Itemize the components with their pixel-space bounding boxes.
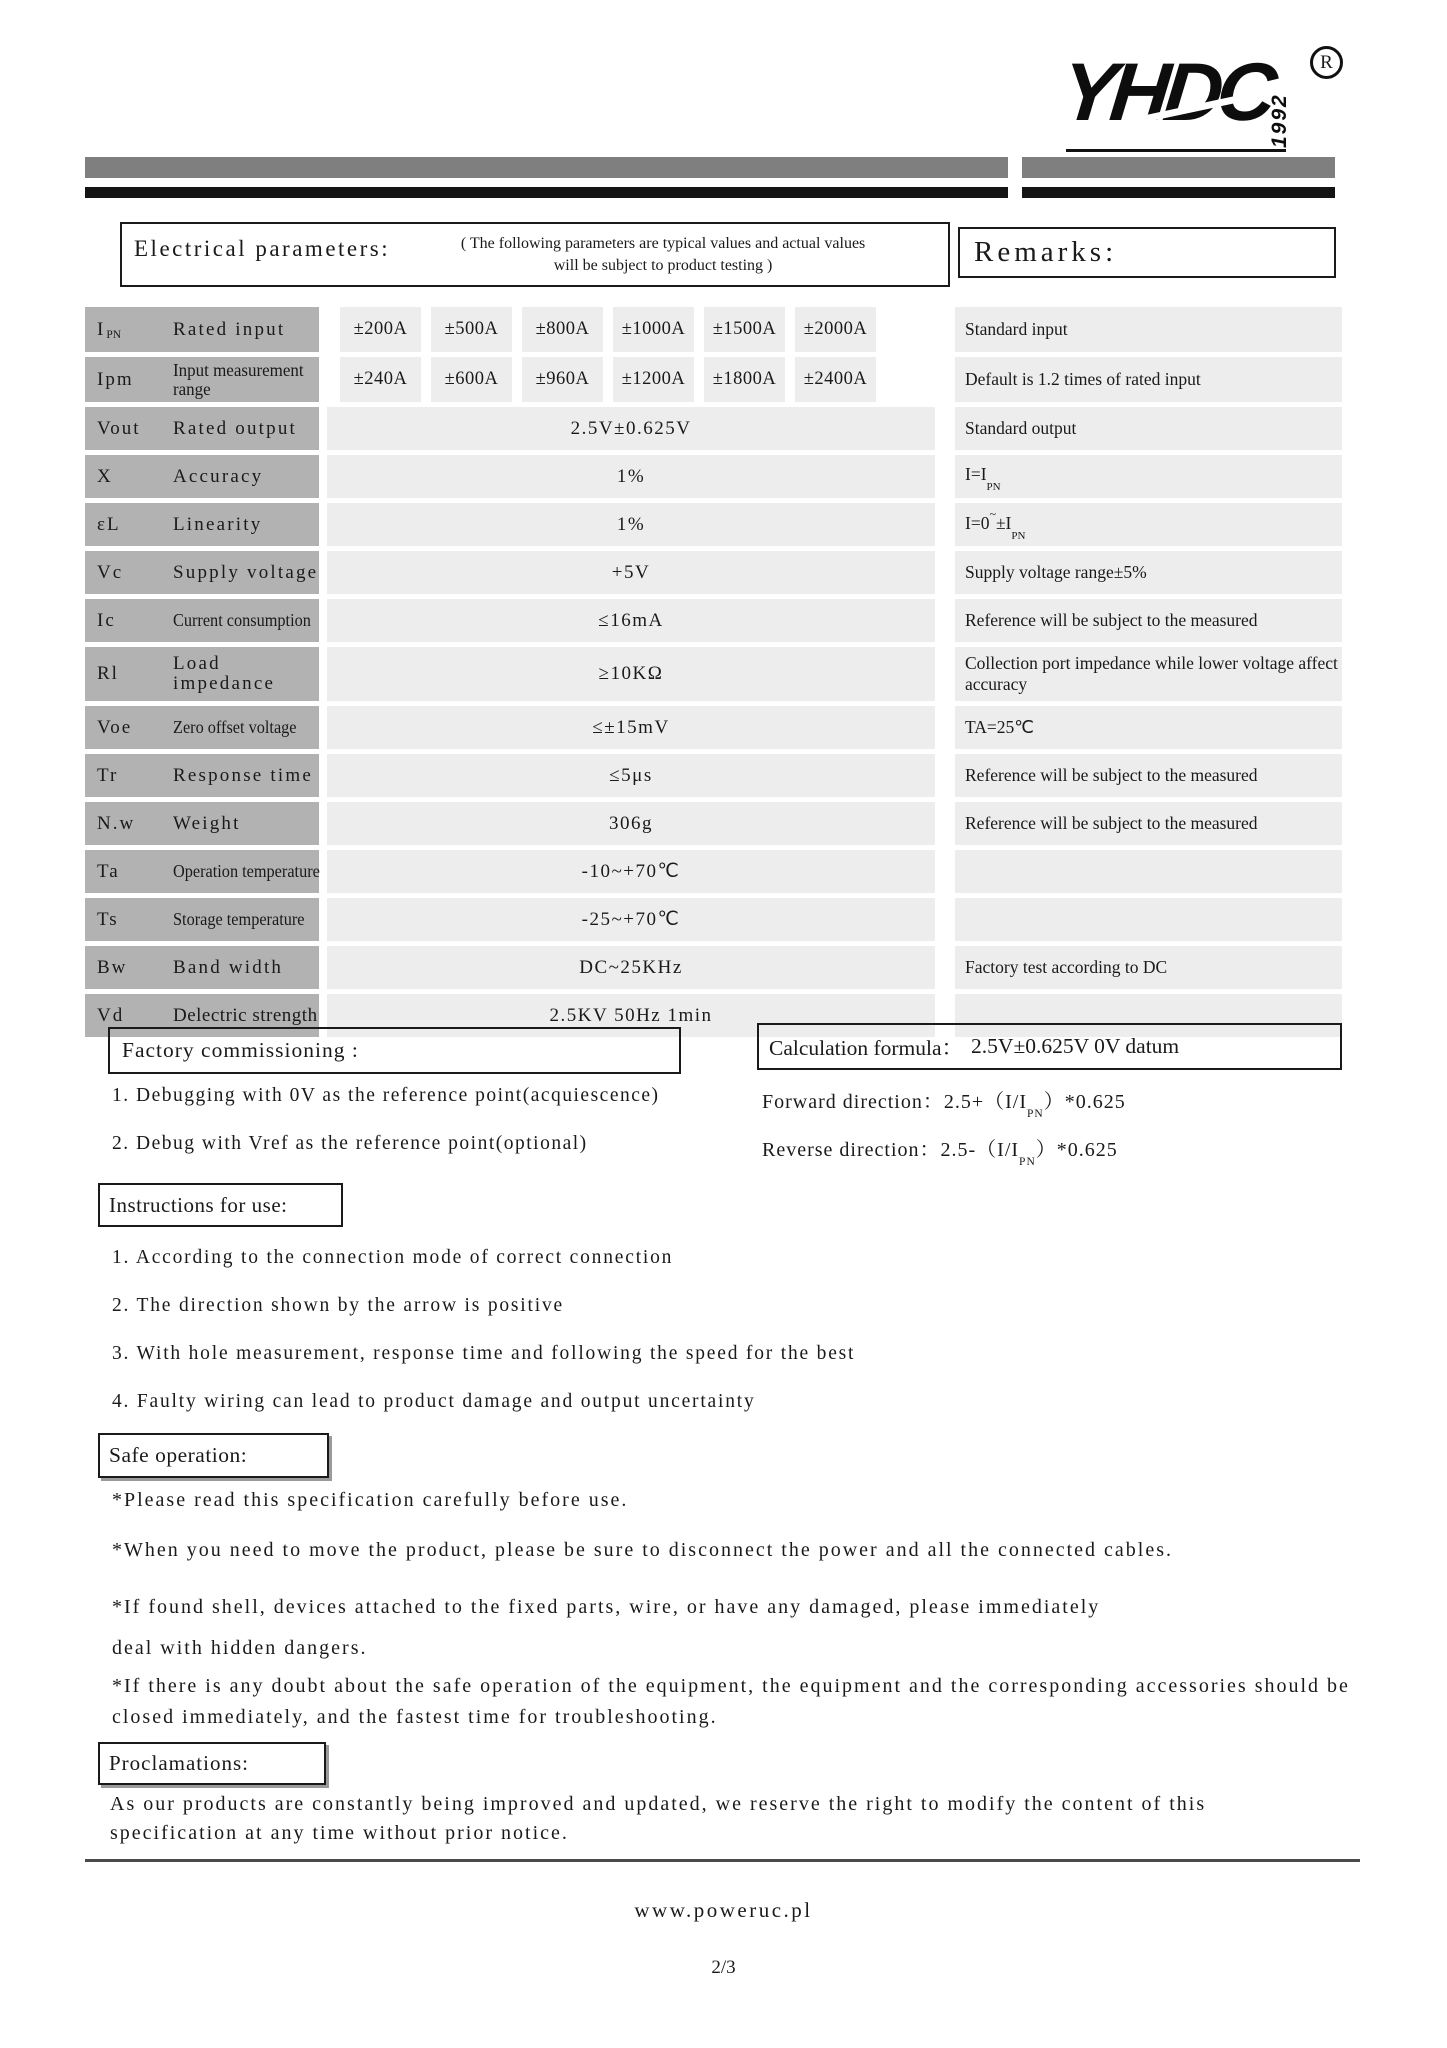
param-label: Weight [166,802,319,845]
param-remark [955,850,1342,893]
param-remark: Factory test according to DC [955,946,1342,989]
factory-commissioning-header: Factory commissioning : [108,1027,681,1074]
param-symbol: Vd [85,994,175,1037]
value-cell: ±2400A [795,357,876,402]
param-symbol: Tr [85,754,175,797]
table-row [85,357,1335,402]
instruction-item-4: 4. Faulty wiring can lead to product damage and output uncertainty [112,1391,756,1412]
electrical-parameters-header [120,222,950,287]
param-symbol: Ipm [85,357,175,402]
table-row [85,599,1335,642]
yhdc-logo-text: YHDC [1057,47,1276,138]
param-remark: Standard output [955,407,1342,450]
param-label: Load impedance [166,647,319,701]
logo-underline [1066,149,1286,152]
param-label: Delectric strength [166,994,319,1037]
table-row [85,647,1338,701]
registered-trademark-icon: R [1310,46,1343,79]
param-remark: Reference will be subject to the measured [955,754,1342,797]
param-values [340,357,876,402]
table-row [85,407,1335,450]
param-value: ≤5μs [327,754,935,797]
table-row [85,898,1335,941]
safe-item-4: *If there is any doubt about the safe operation of the equipment, the equipment and the corresponding accessories should be closed immediately, and the fastest time for troubleshooting. [112,1675,1350,1728]
param-remark: Supply voltage range±5% [955,551,1342,594]
param-remark: $I=I_{PN}$ [955,455,1342,498]
safe-operation-header: Safe operation: [98,1433,329,1478]
header-black-bar-left [85,187,1008,198]
value-cell: ±2000A [795,307,876,352]
value-cell: ±960A [522,357,603,402]
param-symbol: εL [85,503,175,546]
table-row [85,946,1335,989]
instruction-item-1: 1. According to the connection mode of correct connection [112,1247,674,1268]
value-cell: ±1500A [704,307,785,352]
forward-direction-formula: Forward direction：$2.5+(I/I_{PN})*0.625$ [762,1091,1126,1120]
header-gray-bar-right [1022,157,1335,178]
safe-item-1: *Please read this specification carefully before use. [112,1489,629,1511]
value-cell: ±240A [340,357,421,402]
param-remark: TA=25℃ [955,706,1342,749]
calculation-formula-datum: 2.5V±0.625V 0V datum [971,1034,1180,1058]
param-label: Zero offset voltage [166,706,319,749]
electrical-parameters-title: Electrical parameters: [134,236,391,261]
table-row [85,754,1335,797]
param-remark: Standard input [955,307,1342,352]
param-label: Input measurement range [166,357,319,402]
param-value: -10~+70℃ [327,850,935,893]
factory-item-2: 2. Debug with Vref as the reference point(optional) [112,1133,588,1154]
note-line-2: will be subject to product testing ) [553,256,773,274]
param-symbol: Vc [85,551,175,594]
parameters-table [85,307,1338,1042]
param-remark: $I=0^\sim\pm I_{PN}$ [955,503,1342,546]
param-label: Storage temperature [166,898,319,941]
param-symbol: Ts [85,898,175,941]
footer-divider [85,1859,1360,1862]
website-url: www.poweruc.pl [634,1898,813,1922]
param-label: Rated output [166,407,319,450]
calculation-formula-header [757,1023,1342,1070]
electrical-parameters-note [390,233,936,276]
param-remark: Collection port impedance while lower voltage affect accuracy [955,647,1342,701]
param-value: +5V [327,551,935,594]
table-row [85,503,1335,546]
param-value: ≥10KΩ [327,647,935,701]
page-number: 2/3 [711,1957,736,1978]
param-remark: Default is 1.2 times of rated input [955,357,1342,402]
instruction-item-2: 2. The direction shown by the arrow is positive [112,1295,564,1316]
param-values [340,307,876,352]
param-symbol: Rl [85,647,175,701]
param-value: 1% [327,503,935,546]
param-label: Accuracy [166,455,319,498]
param-label: Response time [166,754,319,797]
reverse-direction-formula: Reverse direction：$2.5-(I/I_{PN})*0.625$ [762,1139,1118,1168]
yhdc-logo [1057,47,1347,158]
param-remark [955,898,1342,941]
header-black-bar-right [1022,187,1335,198]
param-value: DC~25KHz [327,946,935,989]
param-value: 1% [327,455,935,498]
param-label: Linearity [166,503,319,546]
instructions-header: Instructions for use: [98,1183,343,1227]
param-symbol: N.w [85,802,175,845]
remarks-header: Remarks: [958,227,1336,278]
param-label: Operation temperature [166,850,319,893]
param-value: 306g [327,802,935,845]
param-remark: Reference will be subject to the measured [955,599,1342,642]
param-symbol: X [85,455,175,498]
value-cell: ±800A [522,307,603,352]
value-cell: ±500A [431,307,512,352]
param-label: Current consumption [166,599,319,642]
param-value: ≤16mA [327,599,935,642]
table-row [85,307,1335,352]
proclamations-header: Proclamations: [98,1742,326,1785]
param-symbol: Ic [85,599,175,642]
param-symbol: Bw [85,946,175,989]
param-label: Band width [166,946,319,989]
factory-item-1: 1. Debugging with 0V as the reference point(acquiescence) [112,1085,660,1106]
param-label: Rated input [166,307,319,352]
value-cell: ±1000A [613,307,694,352]
header-gray-bar-left [85,157,1008,178]
table-row [85,850,1335,893]
safe-item-3: *If found shell, devices attached to the fixed parts, wire, or have any damaged, please immediately deal with hidden dangers. [112,1596,1101,1659]
param-symbol: Vout [85,407,175,450]
value-cell: ±200A [340,307,421,352]
table-row [85,706,1335,749]
param-value: -25~+70℃ [327,898,935,941]
param-remark: Reference will be subject to the measured [955,802,1342,845]
param-symbol: I $_{PN}$ [85,307,175,352]
note-line-1: ( The following parameters are typical values and actual values [460,235,866,252]
param-value: ≤±15mV [327,706,935,749]
calculation-formula-title: Calculation formula： [769,1036,964,1060]
param-label: Supply voltage [166,551,319,594]
value-cell: ±1200A [613,357,694,402]
param-value: 2.5V±0.625V [327,407,935,450]
table-row [85,802,1335,845]
param-symbol: Voe [85,706,175,749]
table-row [85,551,1335,594]
param-value: 2.5KV 50Hz 1min [327,994,935,1037]
param-symbol: Ta [85,850,175,893]
instruction-item-3: 3. With hole measurement, response time and following the speed for the best [112,1343,856,1364]
safe-item-2: *When you need to move the product, please be sure to disconnect the power and all the connected cables. [112,1539,1174,1561]
proclamations-body: As our products are constantly being improved and updated, we reserve the right to modify the content of this specification at any time without prior notice. [110,1793,1207,1844]
value-cell: ±600A [431,357,512,402]
value-cell: ±1800A [704,357,785,402]
table-row [85,455,1335,498]
logo-year-1992: 1992 [1268,93,1291,148]
